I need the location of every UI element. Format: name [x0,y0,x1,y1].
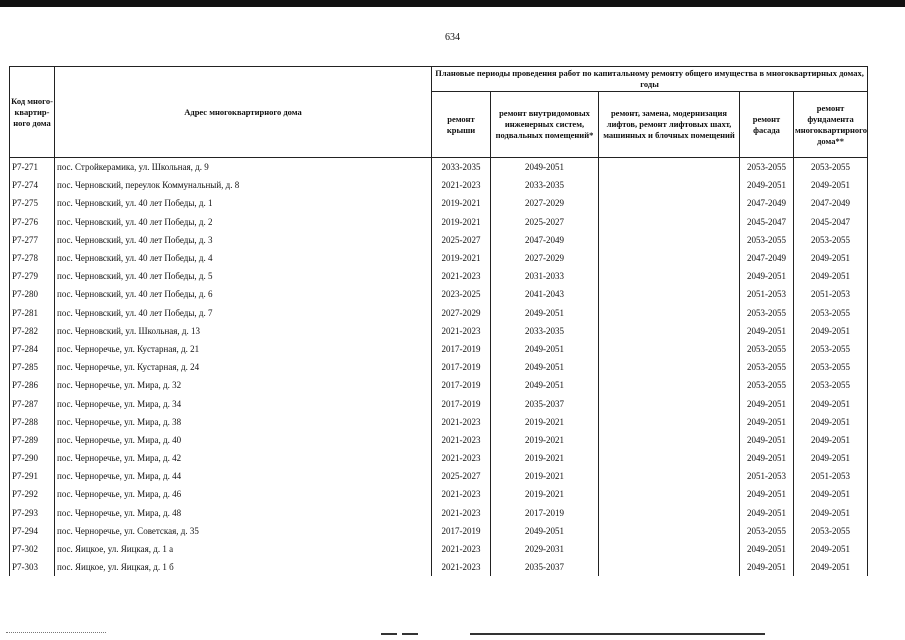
cell-lifts [599,340,740,358]
cell-foundation: 2053-2055 [794,376,868,394]
cell-facade: 2053-2055 [740,358,794,376]
capital-repair-table [9,66,868,576]
cell-roof: 2017-2019 [432,394,491,412]
cell-facade: 2053-2055 [740,522,794,540]
cell-roof: 2021-2023 [432,267,491,285]
cell-facade: 2049-2051 [740,449,794,467]
cell-foundation: 2049-2051 [794,449,868,467]
cell-lifts [599,485,740,503]
cell-facade: 2045-2047 [740,213,794,231]
cell-facade: 2049-2051 [740,176,794,194]
cell-code: Р7-279 [10,267,55,285]
cell-roof: 2021-2023 [432,413,491,431]
table-row [10,522,868,540]
cell-code: Р7-276 [10,213,55,231]
cell-address: пос. Черновский, переулок Коммунальный, д. 8 [55,176,432,194]
cell-engineering: 2019-2021 [491,431,599,449]
cell-engineering: 2035-2037 [491,558,599,576]
cell-lifts [599,376,740,394]
cell-engineering: 2027-2029 [491,249,599,267]
cell-code: Р7-302 [10,540,55,558]
cell-facade: 2049-2051 [740,558,794,576]
cell-roof: 2021-2023 [432,449,491,467]
cell-code: Р7-284 [10,340,55,358]
cell-code: Р7-274 [10,176,55,194]
cell-roof: 2025-2027 [432,231,491,249]
table-row [10,231,868,249]
cell-engineering: 2019-2021 [491,413,599,431]
cell-address: пос. Стройкерамика, ул. Школьная, д. 9 [55,158,432,177]
table-row [10,304,868,322]
header-lifts: ремонт, замена, модернизация лифтов, ремонт лифтовых шахт, машинных и блочных помещений [599,92,740,158]
cell-roof: 2023-2025 [432,285,491,303]
cell-address: пос. Черновский, ул. 40 лет Победы, д. 5 [55,267,432,285]
cell-engineering: 2049-2051 [491,376,599,394]
cell-engineering: 2035-2037 [491,394,599,412]
table-row [10,449,868,467]
cell-address: пос. Черноречье, ул. Советская, д. 35 [55,522,432,540]
cell-engineering: 2049-2051 [491,358,599,376]
cell-facade: 2049-2051 [740,504,794,522]
cell-engineering: 2019-2021 [491,467,599,485]
cell-lifts [599,467,740,485]
scan-top-gap [0,7,905,9]
cell-code: Р7-281 [10,304,55,322]
page-number: 634 [445,32,460,43]
cell-address: пос. Черновский, ул. 40 лет Победы, д. 3 [55,231,432,249]
cell-foundation: 2045-2047 [794,213,868,231]
cell-roof: 2021-2023 [432,558,491,576]
cell-facade: 2049-2051 [740,431,794,449]
cell-code: Р7-289 [10,431,55,449]
table-row [10,176,868,194]
cell-facade: 2051-2053 [740,285,794,303]
table-row [10,504,868,522]
cell-lifts [599,449,740,467]
cell-code: Р7-286 [10,376,55,394]
cell-foundation: 2049-2051 [794,504,868,522]
cell-code: Р7-303 [10,558,55,576]
cell-engineering: 2033-2035 [491,176,599,194]
table-body [10,158,868,577]
cell-foundation: 2049-2051 [794,394,868,412]
cell-lifts [599,231,740,249]
cell-engineering: 2031-2033 [491,267,599,285]
cell-address: пос. Черноречье, ул. Мира, д. 46 [55,485,432,503]
cell-roof: 2025-2027 [432,467,491,485]
cell-roof: 2019-2021 [432,194,491,212]
cell-foundation: 2053-2055 [794,158,868,177]
cell-roof: 2019-2021 [432,213,491,231]
cell-foundation: 2053-2055 [794,358,868,376]
cell-lifts [599,249,740,267]
table-row [10,394,868,412]
header-address: Адрес многоквартирного дома [55,67,432,158]
cell-roof: 2033-2035 [432,158,491,177]
header-facade: ремонт фасада [740,92,794,158]
cell-foundation: 2047-2049 [794,194,868,212]
cell-lifts [599,540,740,558]
cell-lifts [599,304,740,322]
cell-lifts [599,285,740,303]
cell-foundation: 2053-2055 [794,304,868,322]
cell-code: Р7-285 [10,358,55,376]
cell-facade: 2049-2051 [740,540,794,558]
table-row [10,540,868,558]
cell-address: пос. Черновский, ул. 40 лет Победы, д. 2 [55,213,432,231]
table-row [10,358,868,376]
cell-code: Р7-277 [10,231,55,249]
cell-address: пос. Черновский, ул. 40 лет Победы, д. 4 [55,249,432,267]
cell-address: пос. Яицкое, ул. Яицкая, д. 1 б [55,558,432,576]
cell-address: пос. Черноречье, ул. Мира, д. 32 [55,376,432,394]
cell-facade: 2053-2055 [740,340,794,358]
cell-engineering: 2047-2049 [491,231,599,249]
scan-artifact-dash [402,633,418,635]
cell-foundation: 2049-2051 [794,249,868,267]
table-row [10,467,868,485]
cell-lifts [599,158,740,177]
cell-address: пос. Черноречье, ул. Мира, д. 38 [55,413,432,431]
cell-engineering: 2029-2031 [491,540,599,558]
cell-engineering: 2017-2019 [491,504,599,522]
cell-code: Р7-291 [10,467,55,485]
cell-code: Р7-280 [10,285,55,303]
table-row [10,376,868,394]
cell-foundation: 2053-2055 [794,231,868,249]
table-row [10,340,868,358]
cell-lifts [599,431,740,449]
table-row [10,158,868,177]
cell-roof: 2019-2021 [432,249,491,267]
table-row [10,485,868,503]
cell-engineering: 2019-2021 [491,485,599,503]
table-row [10,285,868,303]
cell-roof: 2021-2023 [432,431,491,449]
cell-facade: 2049-2051 [740,394,794,412]
cell-foundation: 2049-2051 [794,413,868,431]
cell-lifts [599,413,740,431]
cell-engineering: 2033-2035 [491,322,599,340]
cell-facade: 2053-2055 [740,158,794,177]
cell-engineering: 2049-2051 [491,304,599,322]
cell-roof: 2017-2019 [432,358,491,376]
cell-code: Р7-275 [10,194,55,212]
cell-engineering: 2019-2021 [491,449,599,467]
cell-roof: 2027-2029 [432,304,491,322]
cell-code: Р7-278 [10,249,55,267]
cell-address: пос. Черновский, ул. 40 лет Победы, д. 7 [55,304,432,322]
cell-roof: 2021-2023 [432,504,491,522]
cell-lifts [599,322,740,340]
cell-facade: 2049-2051 [740,322,794,340]
cell-roof: 2017-2019 [432,522,491,540]
cell-address: пос. Черноречье, ул. Мира, д. 40 [55,431,432,449]
cell-foundation: 2049-2051 [794,485,868,503]
cell-address: пос. Яицкое, ул. Яицкая, д. 1 а [55,540,432,558]
cell-address: пос. Черноречье, ул. Кустарная, д. 24 [55,358,432,376]
cell-roof: 2017-2019 [432,340,491,358]
cell-foundation: 2049-2051 [794,322,868,340]
cell-address: пос. Черновский, ул. 40 лет Победы, д. 6 [55,285,432,303]
cell-engineering: 2025-2027 [491,213,599,231]
cell-facade: 2049-2051 [740,267,794,285]
scan-artifact-dots [6,632,106,635]
cell-facade: 2053-2055 [740,376,794,394]
cell-lifts [599,522,740,540]
cell-lifts [599,194,740,212]
table-row [10,194,868,212]
cell-foundation: 2051-2053 [794,467,868,485]
table-row [10,322,868,340]
cell-engineering: 2049-2051 [491,158,599,177]
cell-address: пос. Черновский, ул. 40 лет Победы, д. 1 [55,194,432,212]
scan-top-border [0,0,905,7]
cell-address: пос. Черноречье, ул. Кустарная, д. 21 [55,340,432,358]
cell-code: Р7-294 [10,522,55,540]
cell-facade: 2049-2051 [740,413,794,431]
cell-address: пос. Черноречье, ул. Мира, д. 34 [55,394,432,412]
cell-foundation: 2049-2051 [794,176,868,194]
scan-artifact-dash [381,633,397,635]
cell-roof: 2017-2019 [432,376,491,394]
table-row [10,267,868,285]
cell-lifts [599,267,740,285]
cell-facade: 2047-2049 [740,194,794,212]
cell-code: Р7-282 [10,322,55,340]
cell-lifts [599,558,740,576]
cell-facade: 2053-2055 [740,304,794,322]
cell-code: Р7-290 [10,449,55,467]
cell-engineering: 2041-2043 [491,285,599,303]
table-row [10,431,868,449]
cell-foundation: 2049-2051 [794,558,868,576]
cell-engineering: 2027-2029 [491,194,599,212]
cell-foundation: 2049-2051 [794,267,868,285]
cell-facade: 2053-2055 [740,231,794,249]
table-row [10,413,868,431]
cell-roof: 2021-2023 [432,322,491,340]
table-row [10,558,868,576]
cell-roof: 2021-2023 [432,485,491,503]
cell-roof: 2021-2023 [432,540,491,558]
scan-artifact-line [470,633,765,635]
cell-roof: 2021-2023 [432,176,491,194]
header-periods-group: Плановые периоды проведения работ по капитальному ремонту общего имущества в многоквартирных домах, годы [432,67,868,92]
header-code: Код много-квартир-ного дома [10,67,55,158]
cell-engineering: 2049-2051 [491,340,599,358]
table-row [10,249,868,267]
cell-engineering: 2049-2051 [491,522,599,540]
cell-foundation: 2051-2053 [794,285,868,303]
cell-lifts [599,358,740,376]
cell-foundation: 2053-2055 [794,340,868,358]
cell-facade: 2051-2053 [740,467,794,485]
cell-code: Р7-293 [10,504,55,522]
cell-address: пос. Черновский, ул. Школьная, д. 13 [55,322,432,340]
header-engineering: ремонт внутридомовых инженерных систем, подвальных помещений* [491,92,599,158]
cell-address: пос. Черноречье, ул. Мира, д. 48 [55,504,432,522]
cell-lifts [599,394,740,412]
cell-code: Р7-292 [10,485,55,503]
cell-lifts [599,504,740,522]
cell-lifts [599,213,740,231]
cell-code: Р7-288 [10,413,55,431]
cell-code: Р7-271 [10,158,55,177]
cell-address: пос. Черноречье, ул. Мира, д. 42 [55,449,432,467]
cell-foundation: 2049-2051 [794,540,868,558]
cell-address: пос. Черноречье, ул. Мира, д. 44 [55,467,432,485]
table-row [10,213,868,231]
table-header [10,67,868,158]
cell-facade: 2049-2051 [740,485,794,503]
cell-foundation: 2049-2051 [794,431,868,449]
cell-facade: 2047-2049 [740,249,794,267]
cell-foundation: 2053-2055 [794,522,868,540]
cell-lifts [599,176,740,194]
cell-code: Р7-287 [10,394,55,412]
header-roof: ремонт крыши [432,92,491,158]
header-foundation: ремонт фундамента многоквартирного дома** [794,92,868,158]
